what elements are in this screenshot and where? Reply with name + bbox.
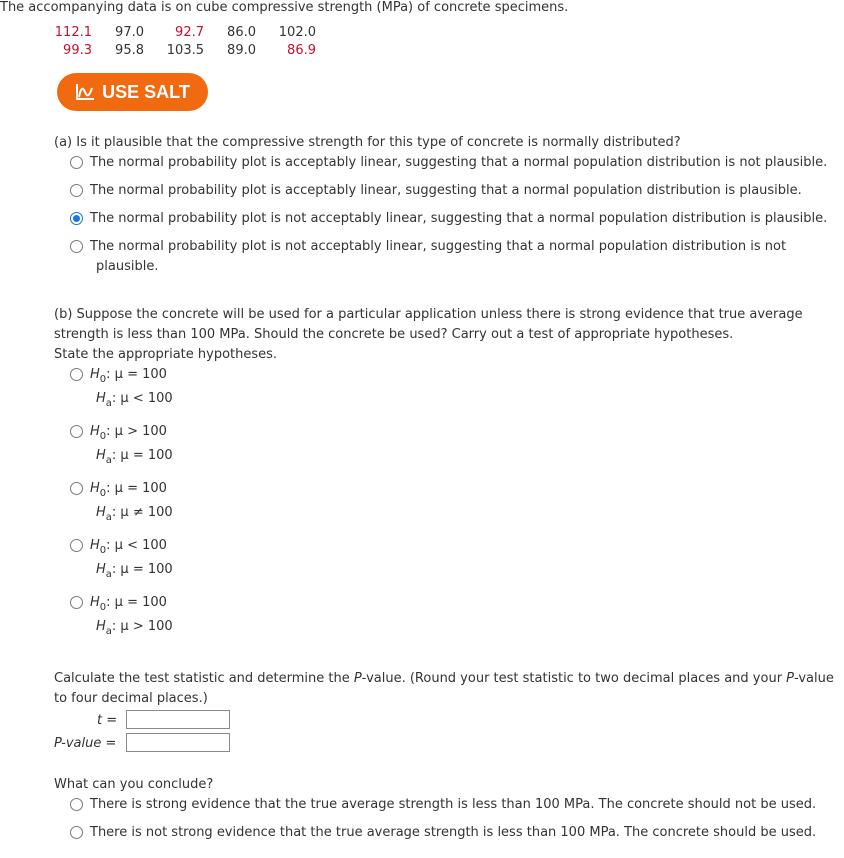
conclusion-radio-2[interactable] [70,826,83,839]
h0-statement: $H_0$: μ > 100 [90,424,167,442]
part-a-radio-2[interactable] [70,184,83,197]
data-cell: 92.7 [175,25,204,40]
ha-statement: $H_a$: μ ≠ 100 [96,505,173,523]
calc-instruction-line2: to four decimal places.) [54,691,208,706]
part-b-instruction: State the appropriate hypotheses. [54,347,278,362]
conclusion-question: What can you conclude? [54,777,214,792]
part-b-text-line2: strength is less than 100 MPa. Should the concrete be used? Carry out a test of appropriate hypotheses. [54,327,734,342]
part-b-text-line1: (b) Suppose the concrete will be used for a particular application unless there is strong evidence that true average [54,307,803,322]
part-a-option-2[interactable]: The normal probability plot is acceptably linear, suggesting that a normal population distribution is plausible. [90,183,802,198]
hypothesis-radio-4[interactable] [70,539,83,552]
data-cell: 86.0 [227,25,256,40]
part-a-option-1[interactable]: The normal probability plot is acceptably linear, suggesting that a normal population distribution is not plausible. [90,155,828,170]
h0-statement: $H_0$: μ = 100 [90,595,167,613]
hypothesis-radio-1[interactable] [70,368,83,381]
use-salt-label: USE SALT [102,81,190,102]
part-a-radio-3[interactable] [70,212,83,225]
calc-instruction-line1: Calculate the test statistic and determine the P-value. (Round your test statistic to two decimal places and your P-value [54,671,834,686]
conclusion-radio-1[interactable] [70,798,83,811]
h0-statement: $H_0$: μ < 100 [90,538,167,556]
conclusion-option-2[interactable]: There is not strong evidence that the true average strength is less than 100 MPa. The concrete should be used. [90,825,817,840]
data-cell: 99.3 [63,43,92,58]
intro-text: The accompanying data is on cube compressive strength (MPa) of concrete specimens. [0,0,569,15]
ha-statement: $H_a$: μ > 100 [96,619,173,637]
data-cell: 112.1 [54,25,92,40]
hypothesis-radio-5[interactable] [70,596,83,609]
h0-statement: $H_0$: μ = 100 [90,367,167,385]
part-a-radio-4[interactable] [70,240,83,253]
part-a-question: (a) Is it plausible that the compressive strength for this type of concrete is normally distributed? [54,135,681,150]
data-cell: 103.5 [166,43,204,58]
t-label: t = [97,713,118,728]
part-a-radio-1[interactable] [70,156,83,169]
data-cell: 89.0 [227,43,256,58]
part-a-option-4[interactable]: The normal probability plot is not acceptably linear, suggesting that a normal population distribution is not [90,239,787,254]
use-salt-button[interactable] [57,73,208,111]
chart-line-icon [75,83,95,101]
part-a-option-4-cont[interactable]: plausible. [96,259,159,274]
t-statistic-input[interactable] [126,710,230,729]
part-a-option-3[interactable]: The normal probability plot is not acceptably linear, suggesting that a normal population distribution is plausible. [90,211,828,226]
hypothesis-radio-2[interactable] [70,425,83,438]
h0-statement: $H_0$: μ = 100 [90,481,167,499]
p-value-label: P-value = [54,736,117,751]
ha-statement: $H_a$: μ < 100 [96,391,173,409]
data-cell: 86.9 [287,43,316,58]
data-cell: 97.0 [115,25,144,40]
ha-statement: $H_a$: μ = 100 [96,448,173,466]
hypothesis-radio-3[interactable] [70,482,83,495]
data-cell: 95.8 [115,43,144,58]
p-value-input[interactable] [126,733,230,752]
ha-statement: $H_a$: μ = 100 [96,562,173,580]
conclusion-option-1[interactable]: There is strong evidence that the true average strength is less than 100 MPa. The concrete should not be used. [90,797,817,812]
data-cell: 102.0 [278,25,316,40]
